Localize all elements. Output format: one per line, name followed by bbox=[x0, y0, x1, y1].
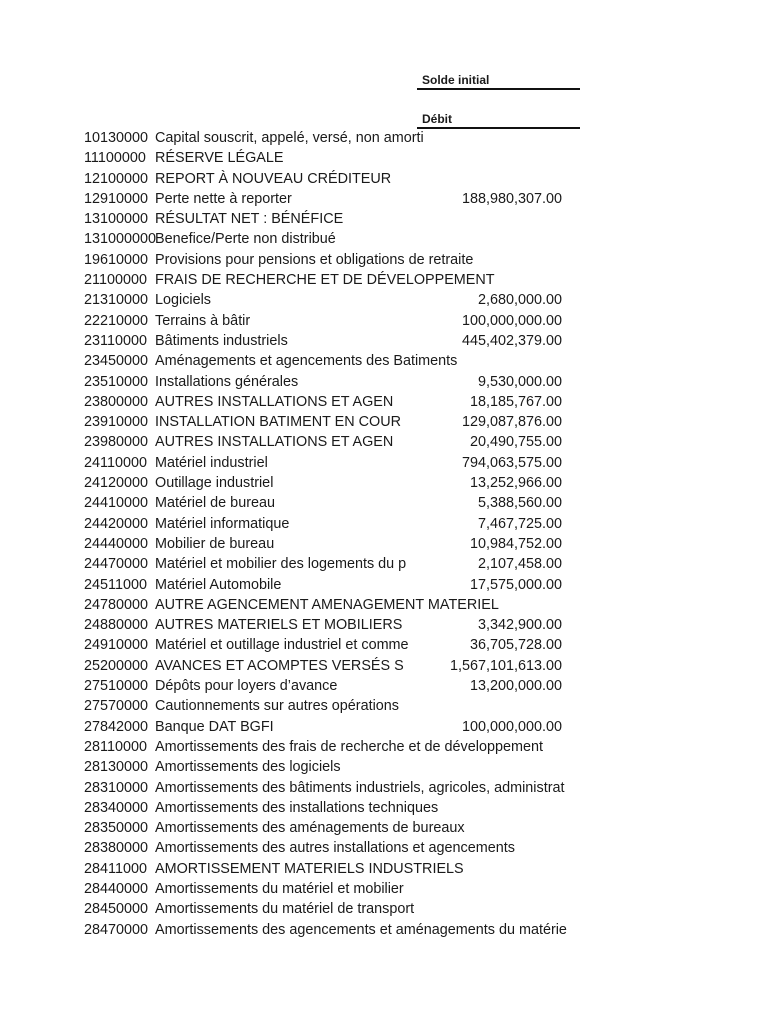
account-label: AUTRES INSTALLATIONS ET AGEN bbox=[155, 434, 394, 451]
account-code: 28340000 bbox=[84, 799, 149, 816]
table-row bbox=[0, 554, 768, 574]
account-label: AUTRES MATERIELS ET MOBILIERS bbox=[155, 617, 403, 634]
account-label: AVANCES ET ACOMPTES VERSÉS S bbox=[155, 657, 404, 674]
account-label: Bâtiments industriels bbox=[155, 332, 288, 349]
account-label: Amortissements des installations techniques bbox=[155, 799, 439, 816]
debit-amount: 20,490,755.00 bbox=[469, 434, 562, 451]
account-code: 28450000 bbox=[84, 901, 149, 918]
account-label: Amortissements des bâtiments industriels, agricoles, administrat bbox=[155, 779, 565, 796]
account-label: Terrains à bâtir bbox=[155, 312, 251, 329]
account-code: 23110000 bbox=[84, 332, 147, 349]
debit-amount: 3,342,900.00 bbox=[477, 617, 562, 634]
account-label: Provisions pour pensions et obligations de retraite bbox=[155, 251, 474, 268]
account-code: 23980000 bbox=[84, 434, 149, 451]
account-code: 24110000 bbox=[84, 454, 147, 471]
debit-amount: 17,575,000.00 bbox=[469, 576, 562, 593]
table-row bbox=[0, 229, 768, 249]
account-label: AMORTISSEMENT MATERIELS INDUSTRIELS bbox=[155, 860, 464, 877]
account-label: RÉSERVE LÉGALE bbox=[155, 150, 284, 167]
account-code: 24410000 bbox=[84, 495, 149, 512]
account-code: 24880000 bbox=[84, 617, 149, 634]
account-code: 28380000 bbox=[84, 840, 149, 857]
debit-amount: 100,000,000.00 bbox=[461, 312, 562, 329]
debit-amount: 129,087,876.00 bbox=[461, 414, 562, 431]
debit-amount: 7,467,725.00 bbox=[477, 515, 562, 532]
account-label: Benefice/Perte non distribué bbox=[155, 231, 336, 248]
account-label: AUTRE AGENCEMENT AMENAGEMENT MATERIEL bbox=[155, 596, 499, 613]
account-code: 27570000 bbox=[84, 698, 149, 715]
table-row bbox=[0, 818, 768, 838]
table-row bbox=[0, 169, 768, 189]
account-label: Amortissements des frais de recherche et de développement bbox=[155, 738, 543, 755]
account-code: 19610000 bbox=[84, 251, 149, 268]
account-code: 24780000 bbox=[84, 596, 149, 613]
account-label: Amortissements des aménagements de bureaux bbox=[155, 820, 465, 837]
table-row bbox=[0, 656, 768, 676]
account-label: Matériel informatique bbox=[155, 515, 290, 532]
account-code: 24420000 bbox=[84, 515, 149, 532]
table-row bbox=[0, 859, 768, 879]
table-row bbox=[0, 351, 768, 371]
account-code: 23510000 bbox=[84, 373, 149, 390]
account-label: REPORT À NOUVEAU CRÉDITEUR bbox=[155, 170, 392, 187]
ledger-table bbox=[0, 128, 768, 940]
account-label: Aménagements et agencements des Batiments bbox=[155, 353, 458, 370]
account-code: 28130000 bbox=[84, 759, 149, 776]
table-row bbox=[0, 453, 768, 473]
table-row bbox=[0, 717, 768, 737]
table-row bbox=[0, 798, 768, 818]
account-label: Matériel industriel bbox=[155, 454, 268, 471]
table-row bbox=[0, 575, 768, 595]
table-row bbox=[0, 696, 768, 716]
account-label: AUTRES INSTALLATIONS ET AGEN bbox=[155, 393, 394, 410]
table-row bbox=[0, 412, 768, 432]
debit-amount: 5,388,560.00 bbox=[477, 495, 562, 512]
table-row bbox=[0, 209, 768, 229]
table-row bbox=[0, 311, 768, 331]
account-label: Matériel et outillage industriel et comme bbox=[155, 637, 409, 654]
table-row bbox=[0, 128, 768, 148]
account-label: Matériel Automobile bbox=[155, 576, 282, 593]
account-label: Amortissements du matériel de transport bbox=[155, 901, 415, 918]
account-label: INSTALLATION BATIMENT EN COUR bbox=[155, 414, 402, 431]
table-row bbox=[0, 778, 768, 798]
table-row bbox=[0, 250, 768, 270]
table-row bbox=[0, 290, 768, 310]
table-row bbox=[0, 838, 768, 858]
account-label: Cautionnements sur autres opérations bbox=[155, 698, 399, 715]
account-label: Amortissements des logiciels bbox=[155, 759, 341, 776]
account-label: Amortissements des autres installations et agencements bbox=[155, 840, 515, 857]
account-code: 28310000 bbox=[84, 779, 149, 796]
table-row bbox=[0, 635, 768, 655]
account-code: 10130000 bbox=[84, 130, 149, 146]
account-code: 23450000 bbox=[84, 353, 149, 370]
account-code: 27842000 bbox=[84, 718, 149, 735]
account-label: Logiciels bbox=[155, 292, 211, 309]
account-label: Banque DAT BGFI bbox=[155, 718, 274, 735]
table-row bbox=[0, 534, 768, 554]
account-code: 24910000 bbox=[84, 637, 149, 654]
debit-amount: 10,984,752.00 bbox=[469, 535, 562, 552]
account-label: FRAIS DE RECHERCHE ET DE DÉVELOPPEMENT bbox=[155, 272, 495, 289]
account-code: 12910000 bbox=[84, 190, 149, 207]
debit-amount: 13,252,966.00 bbox=[469, 475, 562, 492]
debit-amount: 18,185,767.00 bbox=[469, 393, 562, 410]
account-label: Mobilier de bureau bbox=[155, 535, 275, 552]
account-code: 28440000 bbox=[84, 880, 149, 897]
table-row bbox=[0, 595, 768, 615]
debit-amount: 13,200,000.00 bbox=[469, 678, 562, 695]
account-label: RÉSULTAT NET : BÉNÉFICE bbox=[155, 211, 344, 228]
account-code: 27510000 bbox=[84, 678, 149, 695]
debit-amount: 100,000,000.00 bbox=[461, 718, 562, 735]
account-code: 25200000 bbox=[84, 657, 149, 674]
table-row bbox=[0, 514, 768, 534]
account-code: 13100000 bbox=[84, 211, 149, 228]
account-label: Outillage industriel bbox=[155, 475, 274, 492]
account-code: 24440000 bbox=[84, 535, 149, 552]
table-row bbox=[0, 432, 768, 452]
account-code: 24511000 bbox=[84, 576, 147, 593]
account-code: 28470000 bbox=[84, 921, 149, 938]
account-code: 21310000 bbox=[84, 292, 149, 309]
account-code: 11100000 bbox=[84, 150, 146, 167]
debit-amount: 2,680,000.00 bbox=[477, 292, 562, 309]
account-code: 24120000 bbox=[84, 475, 149, 492]
debit-amount: 36,705,728.00 bbox=[469, 637, 562, 654]
header-debit: Débit bbox=[417, 111, 580, 129]
account-code: 12100000 bbox=[84, 170, 149, 187]
debit-amount: 1,567,101,613.00 bbox=[449, 657, 562, 674]
table-row bbox=[0, 189, 768, 209]
table-row bbox=[0, 757, 768, 777]
account-label: Amortissements des agencements et aménagements du matérie bbox=[155, 921, 567, 938]
header-solde-initial: Solde initial bbox=[417, 72, 580, 90]
account-code: 22210000 bbox=[84, 312, 149, 329]
table-row bbox=[0, 899, 768, 919]
account-code: 24470000 bbox=[84, 556, 149, 573]
table-row bbox=[0, 676, 768, 696]
table-row bbox=[0, 372, 768, 392]
debit-amount: 2,107,458.00 bbox=[477, 556, 562, 573]
account-label: Capital souscrit, appelé, versé, non amorti bbox=[155, 130, 424, 146]
account-code: 23800000 bbox=[84, 393, 149, 410]
table-row bbox=[0, 737, 768, 757]
debit-amount: 794,063,575.00 bbox=[461, 454, 562, 471]
debit-amount: 188,980,307.00 bbox=[461, 190, 562, 207]
account-label: Amortissements du matériel et mobilier bbox=[155, 880, 404, 897]
debit-amount: 445,402,379.00 bbox=[461, 332, 562, 349]
table-row bbox=[0, 493, 768, 513]
table-row bbox=[0, 473, 768, 493]
table-row bbox=[0, 331, 768, 351]
account-label: Perte nette à reporter bbox=[155, 190, 292, 207]
table-row bbox=[0, 879, 768, 899]
account-code: 28350000 bbox=[84, 820, 149, 837]
table-row bbox=[0, 615, 768, 635]
account-code: 23910000 bbox=[84, 414, 149, 431]
account-code: 28110000 bbox=[84, 738, 147, 755]
table-row bbox=[0, 148, 768, 168]
account-label: Matériel et mobilier des logements du p bbox=[155, 556, 407, 573]
account-code: 28411000 bbox=[84, 860, 147, 877]
debit-amount: 9,530,000.00 bbox=[477, 373, 562, 390]
account-label: Dépôts pour loyers d’avance bbox=[155, 678, 338, 695]
table-row bbox=[0, 920, 768, 940]
table-row bbox=[0, 270, 768, 290]
account-code: 21100000 bbox=[84, 272, 147, 289]
account-label: Installations générales bbox=[155, 373, 299, 390]
account-code: 131000000 bbox=[84, 231, 157, 248]
table-row bbox=[0, 392, 768, 412]
account-label: Matériel de bureau bbox=[155, 495, 275, 512]
